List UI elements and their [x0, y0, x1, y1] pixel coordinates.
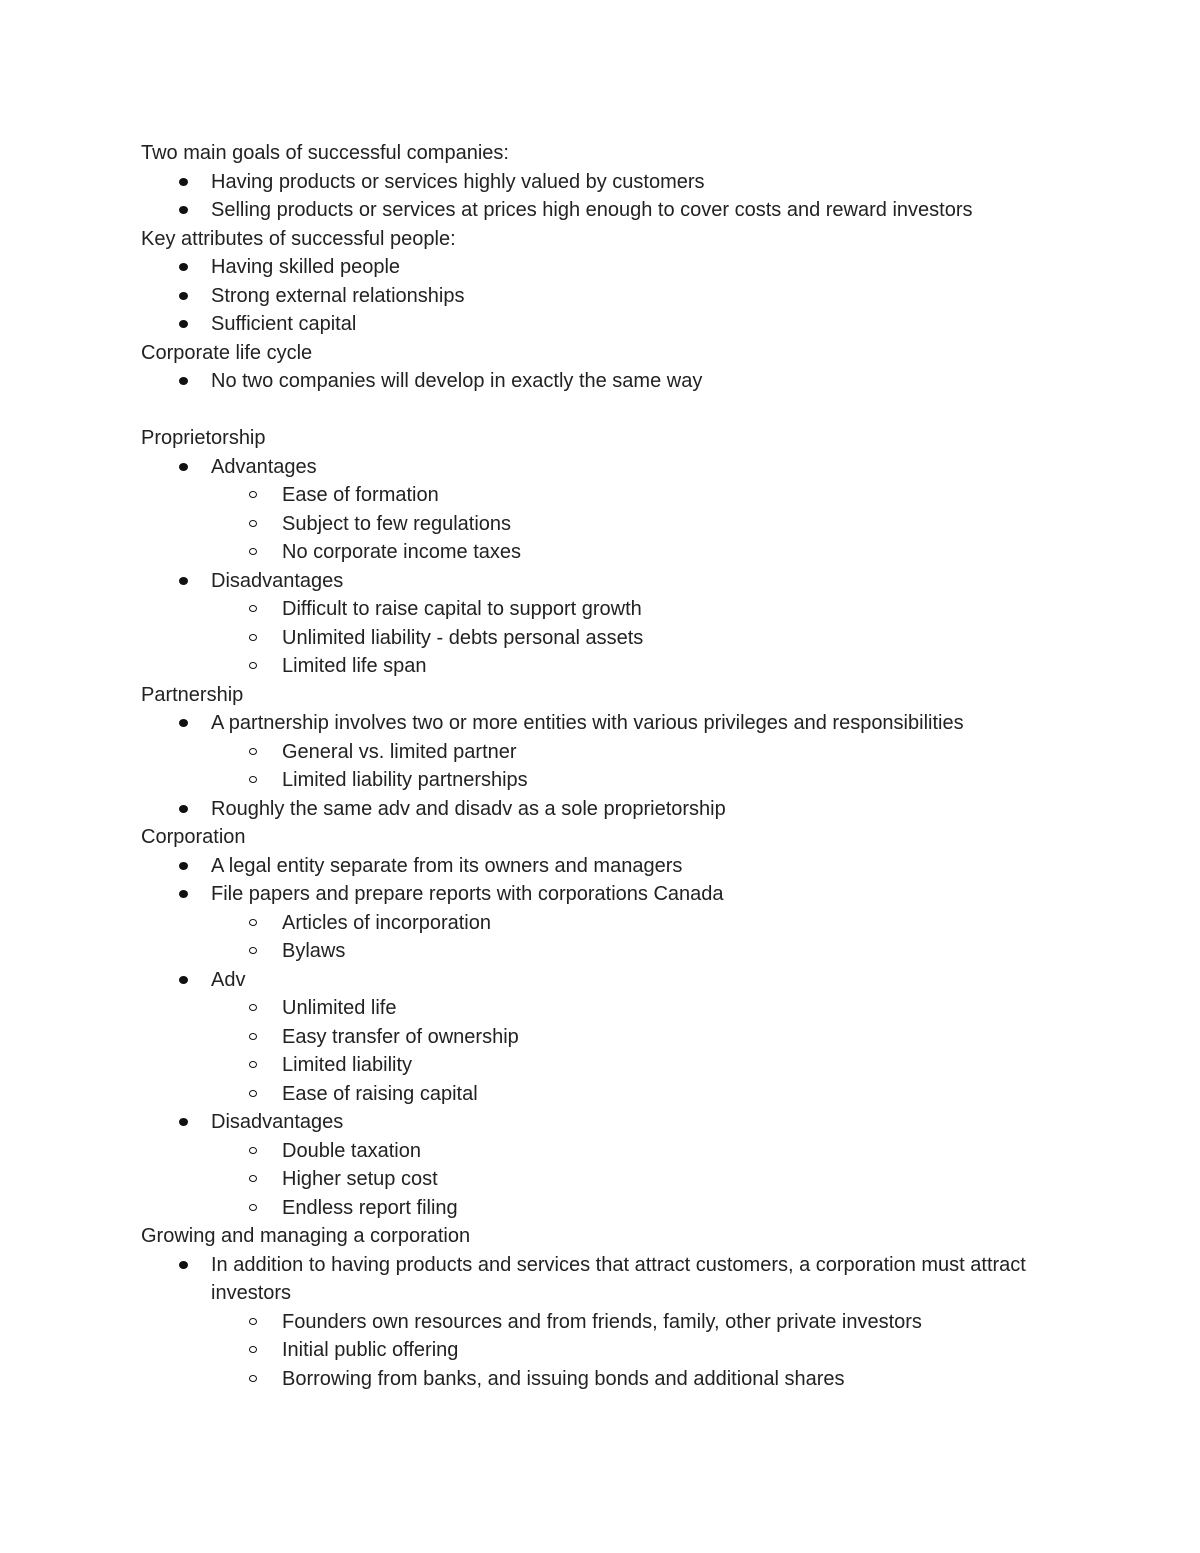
bullet-circle-icon — [249, 491, 257, 498]
list-item — [0, 852, 1031, 881]
bullet-circle-icon — [249, 1346, 257, 1353]
list-item-text: No two companies will develop in exactly the same way — [211, 370, 703, 392]
bullet-circle-icon — [249, 548, 257, 555]
list-item — [0, 168, 1031, 197]
sub-list-item — [0, 1080, 1200, 1109]
document-page — [0, 139, 1200, 1393]
section-heading: Two main goals of successful companies: — [141, 142, 509, 164]
sub-list-item — [0, 937, 1200, 966]
bullet-disc-icon — [179, 976, 188, 984]
list-item — [0, 880, 1031, 909]
sub-list-item — [0, 1194, 1200, 1223]
section-heading: Corporate life cycle — [141, 341, 313, 364]
bullet-circle-icon — [249, 1004, 257, 1011]
sub-list-item — [0, 1023, 1200, 1052]
blank-line — [0, 396, 1200, 425]
section-heading: Growing and managing a corporation — [141, 1225, 471, 1247]
list-item — [0, 1251, 1031, 1308]
bullet-disc-icon — [179, 1118, 188, 1126]
sub-list-item — [0, 994, 1200, 1023]
bullet-circle-icon — [249, 776, 257, 783]
bullet-disc-icon — [179, 1261, 188, 1269]
sub-list-item-text: Unlimited life — [282, 997, 397, 1019]
sub-list-item — [0, 481, 1200, 510]
list-item-text: Roughly the same adv and disadv as a sole proprietorship — [211, 797, 726, 820]
list-item-text: File papers and prepare reports with corporations Canada — [211, 883, 724, 905]
list-item — [0, 367, 1031, 396]
sub-list-item-text: Limited life span — [282, 655, 427, 677]
bullet-circle-icon — [249, 1318, 257, 1325]
bullet-disc-icon — [179, 463, 188, 471]
list-item-text: Sufficient capital — [211, 313, 357, 335]
sub-list-item — [0, 766, 1200, 795]
sub-list-item — [0, 538, 1200, 567]
list-item — [0, 310, 1031, 339]
bullet-disc-icon — [179, 178, 188, 186]
bullet-disc-icon — [179, 206, 188, 214]
sub-list-item-text: Limited liability partnerships — [282, 769, 528, 791]
bullet-disc-icon — [179, 292, 188, 300]
sub-list-item-text: Ease of formation — [282, 484, 439, 506]
bullet-circle-icon — [249, 919, 257, 926]
list-item-text: Disadvantages — [211, 1111, 344, 1133]
bullet-disc-icon — [179, 263, 188, 271]
list-item-text: Advantages — [211, 455, 317, 478]
bullet-disc-icon — [179, 805, 188, 813]
list-item-text: Selling products or services at prices high enough to cover costs and reward investors — [211, 199, 973, 221]
sub-list-item-text: Borrowing from banks, and issuing bonds and additional shares — [282, 1367, 845, 1390]
sub-list-item-text: Initial public offering — [282, 1339, 459, 1361]
section-heading: Key attributes of successful people: — [141, 227, 456, 250]
bullet-circle-icon — [249, 1175, 257, 1182]
sub-list-item — [0, 1137, 1200, 1166]
bullet-circle-icon — [249, 662, 257, 669]
section-heading: Partnership — [141, 683, 244, 706]
sub-list-item — [0, 652, 1200, 681]
sub-list-item-text: Difficult to raise capital to support growth — [282, 598, 642, 620]
sub-list-item-text: Higher setup cost — [282, 1168, 438, 1190]
sub-list-item — [0, 1365, 1200, 1394]
bullet-circle-icon — [249, 605, 257, 612]
list-item — [0, 282, 1031, 311]
sub-list-item-text: Easy transfer of ownership — [282, 1025, 519, 1048]
list-item-text: A legal entity separate from its owners and managers — [211, 854, 683, 877]
sub-list-item-text: Ease of raising capital — [282, 1082, 478, 1105]
list-item-text: Strong external relationships — [211, 284, 465, 307]
bullet-circle-icon — [249, 748, 257, 755]
list-item-text: In addition to having products and services that attract customers, a corporation must attract investors — [211, 1253, 1026, 1304]
bullet-circle-icon — [249, 1090, 257, 1097]
sub-list-item — [0, 1336, 1200, 1365]
sub-list-item — [0, 1165, 1200, 1194]
list-item-text: Adv — [211, 968, 246, 991]
sub-list-item — [0, 595, 1200, 624]
bullet-circle-icon — [249, 1061, 257, 1068]
list-item — [0, 253, 1031, 282]
bullet-disc-icon — [179, 890, 188, 898]
section-heading: Proprietorship — [141, 427, 266, 449]
bullet-circle-icon — [249, 947, 257, 954]
bullet-disc-icon — [179, 320, 188, 328]
sub-list-item — [0, 1051, 1200, 1080]
list-item — [0, 966, 1031, 995]
sub-list-item-text: Articles of incorporation — [282, 911, 491, 934]
sub-list-item-text: Bylaws — [282, 940, 346, 962]
list-item — [0, 795, 1031, 824]
sub-list-item-text: Unlimited liability - debts personal assets — [282, 626, 644, 649]
bullet-disc-icon — [179, 862, 188, 870]
sub-list-item-text: Double taxation — [282, 1139, 421, 1162]
bullet-circle-icon — [249, 1147, 257, 1154]
sub-list-item-text: No corporate income taxes — [282, 541, 522, 563]
bullet-disc-icon — [179, 577, 188, 585]
sub-list-item-text: General vs. limited partner — [282, 740, 517, 763]
sub-list-item-text: Subject to few regulations — [282, 512, 512, 535]
list-item — [0, 453, 1031, 482]
bullet-disc-icon — [179, 719, 188, 727]
sub-list-item-text: Limited liability — [282, 1054, 413, 1076]
list-item — [0, 196, 1031, 225]
sub-list-item — [0, 909, 1200, 938]
bullet-circle-icon — [249, 520, 257, 527]
list-item — [0, 567, 1031, 596]
sub-list-item — [0, 510, 1200, 539]
bullet-circle-icon — [249, 1375, 257, 1382]
list-item-text: A partnership involves two or more entities with various privileges and responsibilities — [211, 712, 964, 734]
list-item-text: Having products or services highly valued by customers — [211, 170, 705, 193]
bullet-circle-icon — [249, 634, 257, 641]
list-item-text: Having skilled people — [211, 256, 401, 278]
section-heading: Corporation — [141, 826, 246, 848]
sub-list-item — [0, 738, 1200, 767]
sub-list-item-text: Endless report filing — [282, 1196, 458, 1219]
sub-list-item — [0, 624, 1200, 653]
sub-list-item-text: Founders own resources and from friends, family, other private investors — [282, 1310, 922, 1333]
sub-list-item — [0, 1308, 1200, 1337]
bullet-disc-icon — [179, 377, 188, 385]
list-item — [0, 709, 1031, 738]
bullet-circle-icon — [249, 1204, 257, 1211]
list-item-text: Disadvantages — [211, 569, 344, 592]
bullet-circle-icon — [249, 1033, 257, 1040]
list-item — [0, 1108, 1031, 1137]
